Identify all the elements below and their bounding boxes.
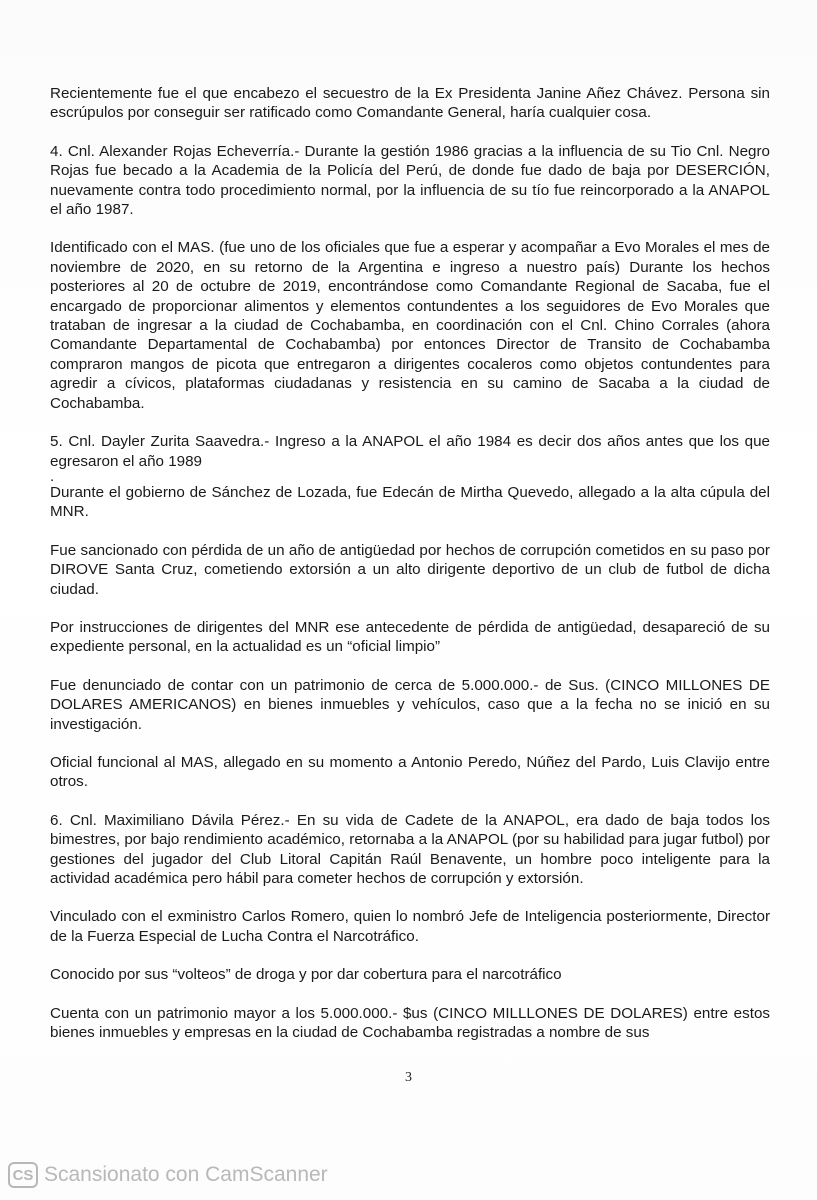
paragraph: Recientemente fue el que encabezo el secuestro de la Ex Presidenta Janine Añez Chávez. Persona sin escrúpulos por conseguir ser ratificado como Comandante General, haría cualquier cosa. — [50, 85, 770, 122]
paragraph: 5. Cnl. Dayler Zurita Saavedra.- Ingreso a la ANAPOL el año 1984 es decir dos años antes que los que egresaron el año 1989 — [50, 433, 770, 470]
paragraph: Por instrucciones de dirigentes del MNR ese antecedente de pérdida de antigüedad, desapareció de su expediente personal, en la actualidad es un “oficial limpio” — [50, 618, 770, 656]
camscanner-watermark — [8, 1160, 328, 1190]
camscanner-logo-icon: CS — [8, 1162, 38, 1188]
paragraph: Oficial funcional al MAS, allegado en su momento a Antonio Peredo, Núñez del Pardo, Luis Clavijo entre otros. — [50, 753, 770, 791]
paragraph: Fue denunciado de contar con un patrimonio de cerca de 5.000.000.- de Sus. (CINCO MILLONES DE DOLARES AMERICANOS) en bienes inmuebles y vehículos, caso que a la fecha no se inició en su investigación. — [50, 676, 770, 733]
paragraph: Cuenta con un patrimonio mayor a los 5.000.000.- $us (CINCO MILLLONES DE DOLARES) entre estos bienes inmuebles y empresas en la ciudad de Cochabamba registradas a nombre de sus — [50, 1004, 770, 1042]
paragraph: Durante el gobierno de Sánchez de Lozada, fue Edecán de Mirtha Quevedo, allegado a la alta cúpula del MNR. — [50, 483, 770, 521]
paragraph: Vinculado con el exministro Carlos Romero, quien lo nombró Jefe de Inteligencia posteriormente, Director de la Fuerza Especial de Lucha Contra el Narcotráfico. — [50, 908, 770, 945]
paragraph: Conocido por sus “volteos” de droga y por dar cobertura para el narcotráfico — [50, 966, 562, 984]
document-body — [50, 84, 770, 1042]
paragraph: 4. Cnl. Alexander Rojas Echeverría.- Durante la gestión 1986 gracias a la influencia de su Tio Cnl. Negro Rojas fue becado a la Academia de la Policía del Perú, de donde fue dado de baja por DESERCIÓN, nuevamente contra todo procedimiento normal, por la influencia de su tío fue reincorporado a la ANAPOL el año 1987. — [50, 142, 770, 219]
page-number: 3 — [405, 1070, 412, 1085]
paragraph: . — [50, 467, 55, 485]
paragraph: Identificado con el MAS. (fue uno de los oficiales que fue a esperar y acompañar a Evo Morales el mes de noviembre de 2020, en su retorno de la Argentina e ingreso a nuestro país) Durante los hechos posteriores al 20 de octubre de 2019, encontrándose como Comandante Regional de Sacaba, fue el encargado de proporcionar alimentos y elementos contundentes a los seguidores de Evo Morales que trataban de ingresar a la ciudad de Cochabamba, en coordinación con el Cnl. Chino Corrales (ahora Comandante Departamental de Cochabamba) por entonces Director de Transito de Cochabamba compraron mangos de picota que entregaron a dirigentes cocaleros como objetos contundentes para agredir a cívicos, plataformas ciudadanas y resistencia en su camino de Sacaba a la ciudad de Cochabamba. — [50, 239, 770, 412]
paragraph: 6. Cnl. Maximiliano Dávila Pérez.- En su vida de Cadete de la ANAPOL, era dado de baja todos los bimestres, por bajo rendimiento académico, retornaba a la ANAPOL (por su habilidad para jugar futbol) por gestiones del jugador del Club Litoral Capitán Raúl Benavente, un hombre poco inteligente para la actividad académica pero hábil para cometer hechos de corrupción y extorsión. — [50, 811, 770, 887]
watermark-label: Scansionato con CamScanner — [44, 1163, 328, 1186]
paragraph: Fue sancionado con pérdida de un año de antigüedad por hechos de corrupción cometidos en su paso por DIROVE Santa Cruz, cometiendo extorsión a un alto dirigente deportivo de un club de futbol de dicha ciudad. — [50, 541, 770, 598]
